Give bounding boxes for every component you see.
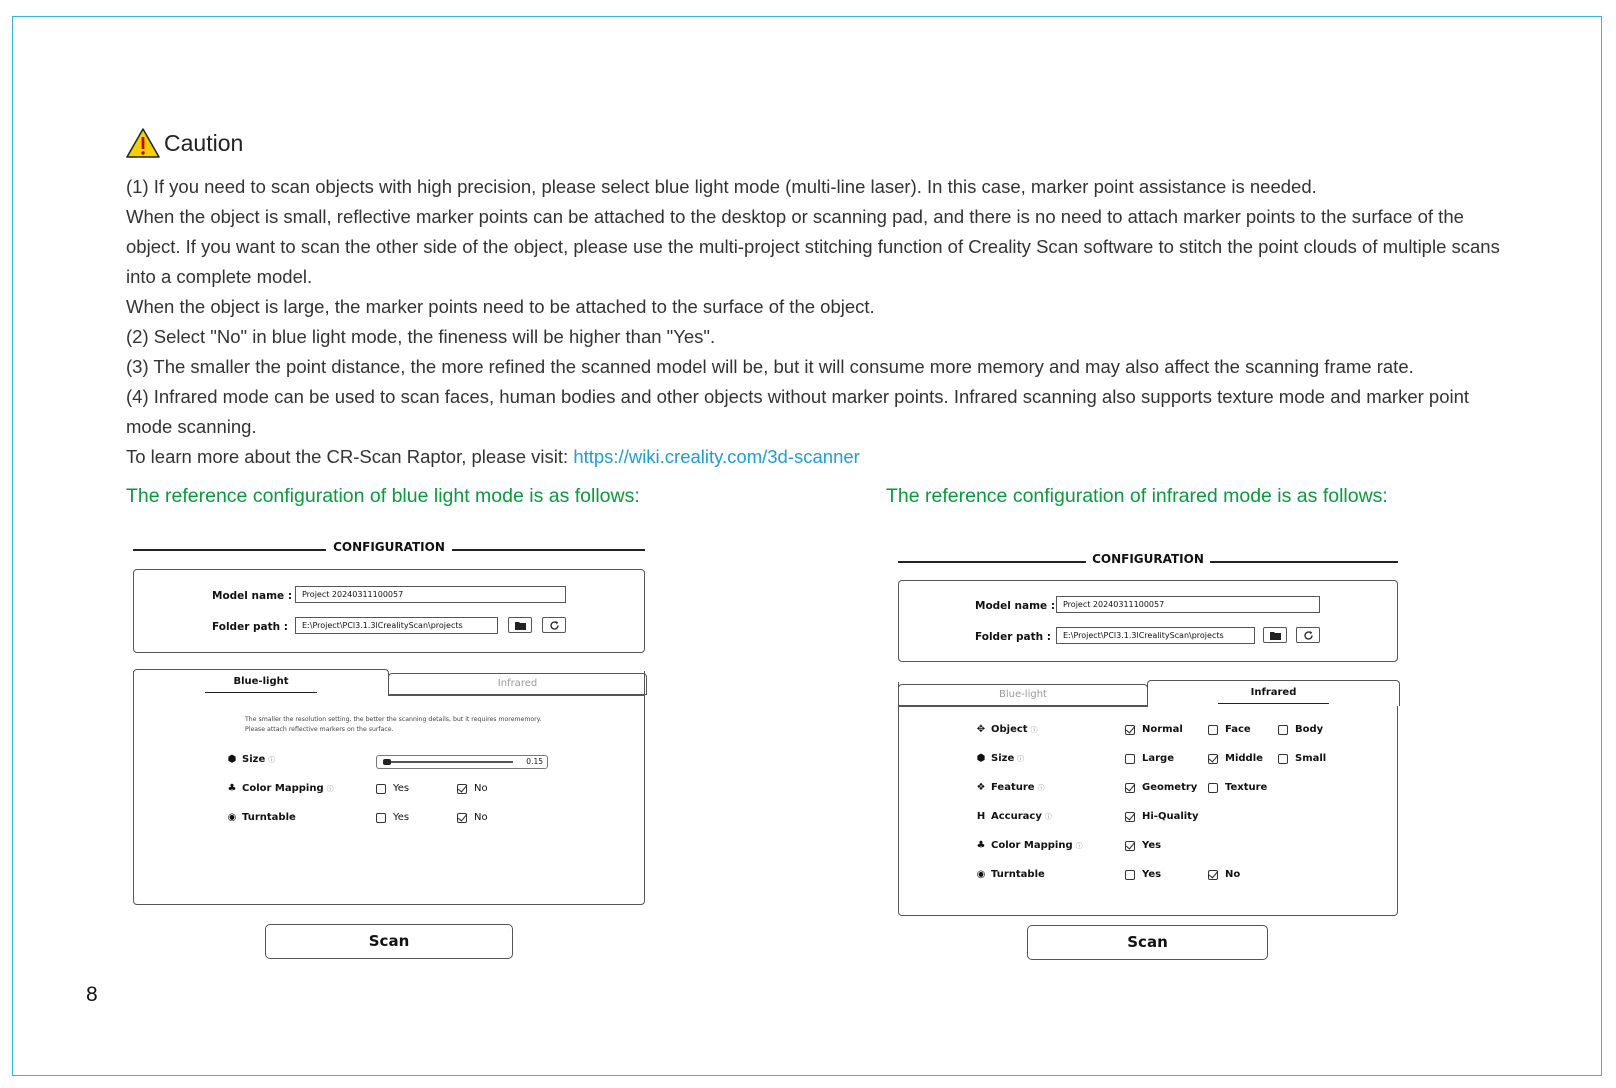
- caution-title: Caution: [164, 129, 244, 156]
- info-icon: ⓘ: [326, 784, 334, 793]
- blue-light-heading: The reference configuration of blue light mode is as follows:: [126, 485, 640, 507]
- resolution-note: The smaller the resolution setting, the better the scanning details, but it requires morememory.: [245, 716, 542, 723]
- caution-header: [126, 128, 243, 158]
- checkbox[interactable]: [376, 813, 386, 823]
- checkbox[interactable]: [376, 784, 386, 794]
- checkbox[interactable]: [1125, 870, 1135, 880]
- hexagon-icon: ⬢: [227, 754, 237, 765]
- object-face[interactable]: [1208, 724, 1251, 735]
- folder-path-label: Folder path :: [975, 631, 1051, 643]
- info-icon: ⓘ: [1075, 841, 1083, 850]
- checkbox-checked[interactable]: [1125, 812, 1135, 822]
- config-header: [133, 540, 645, 560]
- size-label: [226, 754, 275, 765]
- caution-paragraph: (4) Infrared mode can be used to scan faces, human bodies and other objects without marker points. Infrared scanning also supports texture mode and marker point mode scanning.: [126, 386, 1470, 437]
- model-name-label: Model name :: [975, 600, 1056, 612]
- option-label: No: [1225, 869, 1241, 880]
- checkbox[interactable]: [1208, 783, 1218, 793]
- checkbox[interactable]: [1278, 754, 1288, 764]
- config-title: CONFIGURATION: [1092, 552, 1204, 566]
- option-label: Normal: [1142, 724, 1183, 735]
- color-mapping-text: Color Mapping: [991, 840, 1073, 851]
- model-name-input[interactable]: Project 20240311100057: [1056, 596, 1320, 613]
- option-label: Hi-Quality: [1142, 811, 1199, 822]
- info-icon: ⓘ: [1030, 725, 1038, 734]
- accuracy-icon: H: [976, 811, 986, 822]
- tab-infrared[interactable]: Infrared: [388, 673, 647, 695]
- scan-button[interactable]: Scan: [265, 924, 513, 959]
- option-label: Yes: [393, 783, 410, 794]
- page-number: 8: [86, 983, 98, 1006]
- option-label: Face: [1225, 724, 1251, 735]
- option-label: Body: [1295, 724, 1324, 735]
- checkbox-checked[interactable]: [457, 813, 467, 823]
- option-label: Texture: [1225, 782, 1268, 793]
- color-mapping-label: [226, 783, 334, 794]
- marker-note: Please attach reflective markers on the surface.: [245, 726, 394, 733]
- turntable-yes[interactable]: [1125, 869, 1161, 880]
- feature-geometry[interactable]: [1125, 782, 1197, 793]
- size-large[interactable]: [1125, 753, 1174, 764]
- blue-config-panel: [133, 540, 645, 960]
- folder-path-label: Folder path :: [212, 621, 288, 633]
- object-body[interactable]: [1278, 724, 1323, 735]
- slider-handle[interactable]: [383, 759, 391, 765]
- size-text: Size: [242, 754, 266, 765]
- info-icon: ⓘ: [1017, 754, 1025, 763]
- caution-paragraph: (2) Select "No" in blue light mode, the fineness will be higher than "Yes".: [126, 326, 716, 347]
- option-label: Yes: [1142, 869, 1162, 880]
- color-mapping-no[interactable]: [457, 783, 488, 794]
- folder-icon: [515, 621, 526, 630]
- checkbox-checked[interactable]: [1125, 725, 1135, 735]
- tab-label: Blue-light: [233, 676, 289, 687]
- checkbox-checked[interactable]: [457, 784, 467, 794]
- tab-blue-light[interactable]: Blue-light: [898, 684, 1148, 706]
- object-normal[interactable]: [1125, 724, 1183, 735]
- turntable-no[interactable]: [457, 812, 488, 823]
- info-icon: ⓘ: [268, 755, 276, 764]
- project-box: [898, 580, 1398, 662]
- option-label: No: [474, 812, 488, 823]
- browse-folder-button[interactable]: [1263, 627, 1287, 643]
- checkbox-checked[interactable]: [1125, 841, 1135, 851]
- checkbox[interactable]: [1278, 725, 1288, 735]
- turntable-label: [226, 812, 296, 823]
- tab-label: Infrared: [1250, 687, 1297, 698]
- refresh-button[interactable]: [542, 617, 566, 633]
- caution-paragraph: When the object is small, reflective marker points can be attached to the desktop or scanning pad, and there is no need to attach marker points to the surface of the object. If you want to scan the other side of the object, please use the multi-project stitching function of Creality Scan software to stitch the point clouds of multiple scans into a complete model.: [126, 206, 1500, 287]
- caution-body: [126, 172, 1506, 472]
- mode-settings-box: [898, 682, 1398, 916]
- folder-path-input[interactable]: E:\Project\PCl3.1.3lCrealityScan\projects: [295, 617, 498, 634]
- checkbox[interactable]: [1125, 754, 1135, 764]
- refresh-icon: [1303, 630, 1314, 641]
- tab-blue-light[interactable]: [133, 669, 389, 695]
- infrared-heading: The reference configuration of infrared mode is as follows:: [886, 485, 1388, 507]
- model-name-input[interactable]: Project 20240311100057: [295, 586, 566, 603]
- refresh-icon: [549, 620, 560, 631]
- feature-texture[interactable]: [1208, 782, 1267, 793]
- checkbox[interactable]: [1208, 725, 1218, 735]
- size-slider[interactable]: [376, 755, 548, 769]
- infrared-config-panel: [898, 552, 1398, 962]
- config-title: CONFIGURATION: [333, 540, 445, 554]
- checkbox-checked[interactable]: [1208, 754, 1218, 764]
- option-label: Small: [1295, 753, 1327, 764]
- mode-settings-box: [133, 671, 645, 905]
- caution-paragraph: When the object is large, the marker points need to be attached to the surface of the object.: [126, 296, 875, 317]
- folder-path-input[interactable]: E:\Project\PCl3.1.3lCrealityScan\projects: [1056, 627, 1255, 644]
- hexagon-icon: ⬢: [976, 753, 986, 764]
- accuracy-label: [975, 811, 1052, 822]
- wiki-link[interactable]: https://wiki.creality.com/3d-scanner: [573, 446, 860, 467]
- size-text: Size: [991, 753, 1015, 764]
- feature-label: [975, 782, 1045, 793]
- caution-paragraph: (3) The smaller the point distance, the more refined the scanned model will be, but it will consume more memory and may also affect the scanning frame rate.: [126, 356, 1414, 377]
- option-label: No: [474, 783, 488, 794]
- turntable-yes[interactable]: [376, 812, 409, 823]
- turntable-icon: ◉: [976, 869, 986, 880]
- object-text: Object: [991, 724, 1028, 735]
- caution-paragraph: (1) If you need to scan objects with high precision, please select blue light mode (multi-line laser). In this case, marker point assistance is needed.: [126, 176, 1317, 197]
- project-box: [133, 569, 645, 653]
- learn-more-line: [126, 442, 1506, 472]
- model-name-label: Model name :: [212, 590, 293, 602]
- turntable-label: [975, 869, 1045, 880]
- color-mapping-icon: ♣: [976, 840, 986, 851]
- checkbox-checked[interactable]: [1208, 870, 1218, 880]
- scan-button[interactable]: Scan: [1027, 925, 1268, 960]
- turntable-text: Turntable: [991, 869, 1045, 880]
- warning-icon: [126, 128, 160, 158]
- color-mapping-yes[interactable]: [1125, 840, 1161, 851]
- option-label: Yes: [393, 812, 410, 823]
- color-mapping-label: [975, 840, 1083, 851]
- size-value: 0.15: [526, 757, 543, 766]
- size-label: [975, 753, 1024, 764]
- info-icon: ⓘ: [1037, 783, 1045, 792]
- size-small[interactable]: [1278, 753, 1326, 764]
- object-icon: ✥: [976, 724, 986, 735]
- mode-tabs: [134, 669, 644, 695]
- browse-folder-button[interactable]: [508, 617, 532, 633]
- option-label: Middle: [1225, 753, 1263, 764]
- object-label: [975, 724, 1038, 735]
- color-mapping-text: Color Mapping: [242, 783, 324, 794]
- option-label: Large: [1142, 753, 1174, 764]
- mode-tabs: [899, 680, 1397, 706]
- option-label: Yes: [1142, 840, 1162, 851]
- color-mapping-icon: ♣: [227, 783, 237, 794]
- option-label: Geometry: [1142, 782, 1198, 793]
- accuracy-text: Accuracy: [991, 811, 1042, 822]
- feature-icon: ❖: [976, 782, 986, 793]
- color-mapping-yes[interactable]: [376, 783, 409, 794]
- feature-text: Feature: [991, 782, 1035, 793]
- slider-track: [383, 761, 513, 763]
- turntable-text: Turntable: [242, 812, 296, 823]
- tab-infrared[interactable]: [1147, 680, 1400, 706]
- size-middle[interactable]: [1208, 753, 1263, 764]
- accuracy-hi-quality[interactable]: [1125, 811, 1198, 822]
- folder-icon: [1270, 631, 1281, 640]
- checkbox-checked[interactable]: [1125, 783, 1135, 793]
- info-icon: ⓘ: [1044, 812, 1052, 821]
- learn-more-text: To learn more about the CR-Scan Raptor, please visit:: [126, 446, 574, 467]
- refresh-button[interactable]: [1296, 627, 1320, 643]
- turntable-no[interactable]: [1208, 869, 1240, 880]
- turntable-icon: ◉: [227, 812, 237, 823]
- config-header: [898, 552, 1398, 572]
